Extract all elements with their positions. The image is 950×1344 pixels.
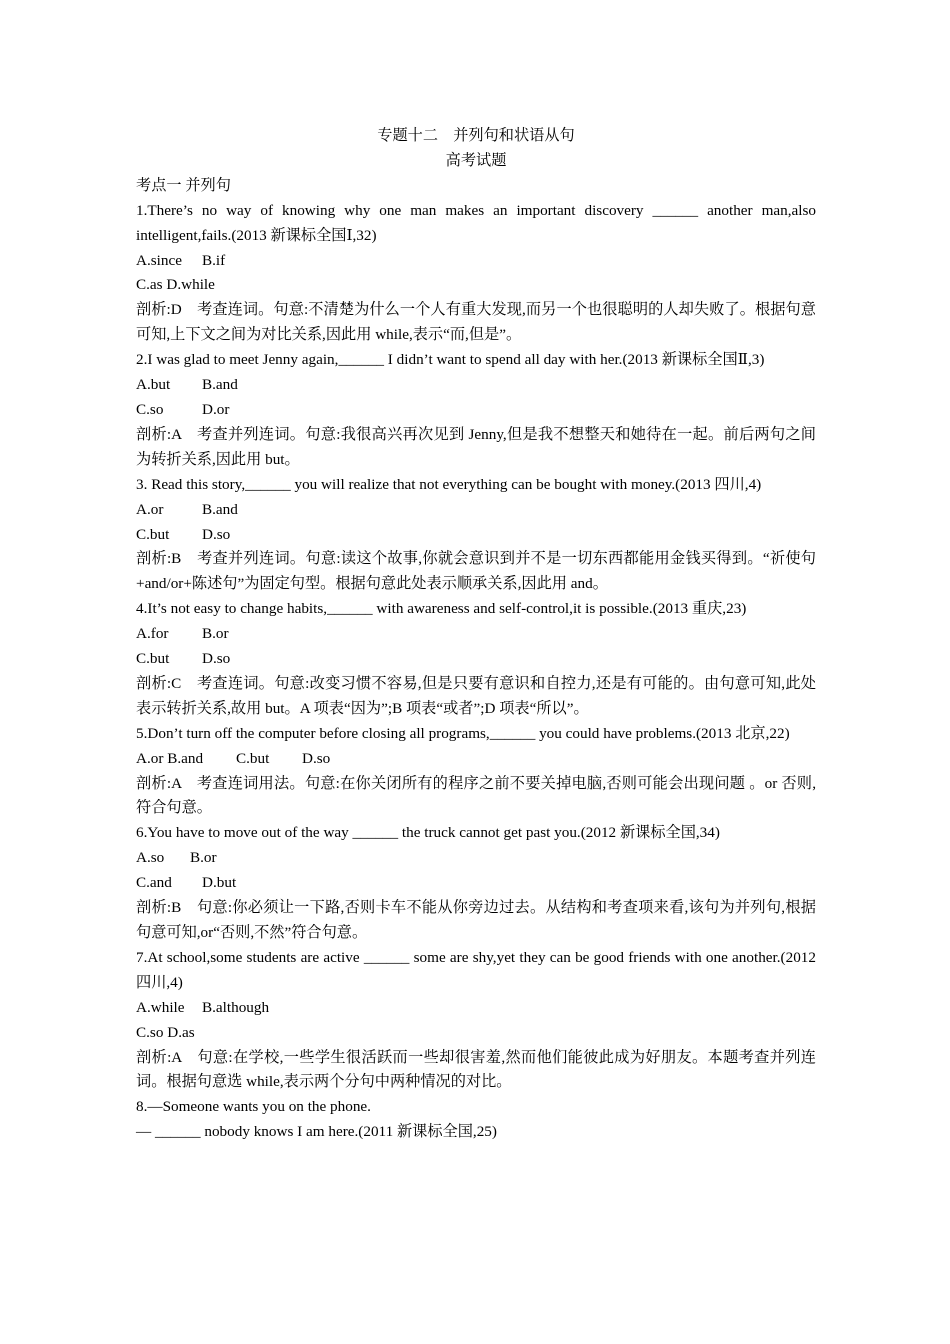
option-d: D.so <box>302 749 331 767</box>
options-row <box>136 846 816 871</box>
option-a: A.while <box>136 998 185 1016</box>
question-6 <box>136 821 816 946</box>
question-3 <box>136 473 816 598</box>
analysis-text: 剖析:B 考查并列连词。句意:读这个故事,你就会意识到并不是一切东西都能用金钱买得到。“祈使句+and/or+陈述句”为固定句型。根据句意此处表示顺承关系,因此用 and。 <box>136 550 816 593</box>
options-row <box>136 622 816 647</box>
options-row <box>136 647 816 672</box>
option-c: C.but <box>136 650 170 668</box>
analysis-text: 剖析:A 考查并列连词。句意:我很高兴再次见到 Jenny,但是我不想整天和她待在一起。前后两句之间为转折关系,因此用 but。 <box>136 425 816 468</box>
options-row <box>136 747 816 772</box>
question-stem: 4.It’s not easy to change habits,______ with awareness and self-control,it is possible.(2013 重庆,23) <box>136 600 747 618</box>
option-a: A.but <box>136 376 171 394</box>
options-row <box>136 398 816 423</box>
analysis-text: 剖析:A 考查连词用法。句意:在你关闭所有的程序之前不要关掉电脑,否则可能会出现问题 。or 否则,符合句意。 <box>136 774 816 817</box>
option-c: C.but <box>236 749 270 767</box>
option-a: A.so <box>136 849 165 867</box>
dialogue-line-2: — ______ nobody knows I am here.(2011 新课标全国,25) <box>136 1123 497 1141</box>
option-c-d: C.so D.as <box>136 1023 195 1041</box>
question-4 <box>136 597 816 722</box>
option-d: D.so <box>202 525 231 543</box>
question-2 <box>136 348 816 473</box>
question-8 <box>136 1095 816 1145</box>
option-a: A.or <box>136 500 164 518</box>
option-b: B.if <box>202 251 226 269</box>
section-heading: 考点一 并列句 <box>136 176 231 194</box>
question-1 <box>136 199 816 348</box>
question-stem: 6.You have to move out of the way ______ the truck cannot get past you.(2012 新课标全国,34) <box>136 824 720 842</box>
option-d: D.so <box>202 650 231 668</box>
analysis-text: 剖析:B 句意:你必须让一下路,否则卡车不能从你旁边过去。从结构和考查项来看,该句为并列句,根据句意可知,or“否则,不然”符合句意。 <box>136 899 816 941</box>
option-c-d: C.as D.while <box>136 276 215 294</box>
options-row <box>136 498 816 523</box>
options-row <box>136 871 816 896</box>
options-row <box>136 273 816 298</box>
document-page <box>136 124 816 1145</box>
question-stem: 1.There’s no way of knowing why one man makes an important discovery ______ another man,also intelligent,fails.(2013 新课标全国Ⅰ,32) <box>136 201 816 244</box>
option-c: C.but <box>136 525 170 543</box>
option-d: D.or <box>202 400 230 418</box>
question-stem: 5.Don’t turn off the computer before closing all programs,______ you could have problems.(2013 北京,22) <box>136 724 790 742</box>
option-b: B.and <box>202 500 238 518</box>
option-b: B.or <box>202 625 229 643</box>
options-row <box>136 1021 816 1046</box>
question-5 <box>136 722 816 822</box>
analysis-text: 剖析:A 句意:在学校,一些学生很活跃而一些却很害羞,然而他们能彼此成为好朋友。本题考查并列连词。根据句意选 while,表示两个分句中两种情况的对比。 <box>136 1048 816 1091</box>
option-b: B.and <box>202 376 238 394</box>
dialogue-line-1: 8.—Someone wants you on the phone. <box>136 1098 371 1116</box>
question-stem: 3. Read this story,______ you will realize that not everything can be bought with money.(2013 四川,4) <box>136 475 762 493</box>
options-row <box>136 249 816 274</box>
options-row <box>136 523 816 548</box>
option-a-b: A.or B.and <box>136 749 204 767</box>
option-c: C.so <box>136 400 164 418</box>
option-b: B.although <box>202 998 270 1016</box>
option-a: A.for <box>136 625 169 643</box>
options-row <box>136 373 816 398</box>
options-row <box>136 996 816 1021</box>
document-title: 专题十二 并列句和状语从句 <box>377 127 575 144</box>
option-b: B.or <box>190 849 217 867</box>
option-c: C.and <box>136 874 172 892</box>
question-7 <box>136 946 816 1095</box>
option-d: D.but <box>202 874 237 892</box>
analysis-text: 剖析:D 考查连词。句意:不清楚为什么一个人有重大发现,而另一个也很聪明的人却失败了。根据句意可知,上下文之间为对比关系,因此用 while,表示“而,但是”。 <box>136 301 816 344</box>
option-a: A.since <box>136 251 182 269</box>
question-stem: 2.I was glad to meet Jenny again,______ I didn’t want to spend all day with her.(2013 新课标全国Ⅱ,3) <box>136 351 765 369</box>
question-stem: 7.At school,some students are active ______ some are shy,yet they can be good friends with one another.(2012 四川,4) <box>136 948 816 991</box>
document-subtitle: 高考试题 <box>445 151 507 169</box>
analysis-text: 剖析:C 考查连词。句意:改变习惯不容易,但是只要有意识和自控力,还是有可能的。由句意可知,此处表示转折关系,故用 but。A 项表“因为”;B 项表“或者”;D 项表“所以”。 <box>136 674 816 717</box>
